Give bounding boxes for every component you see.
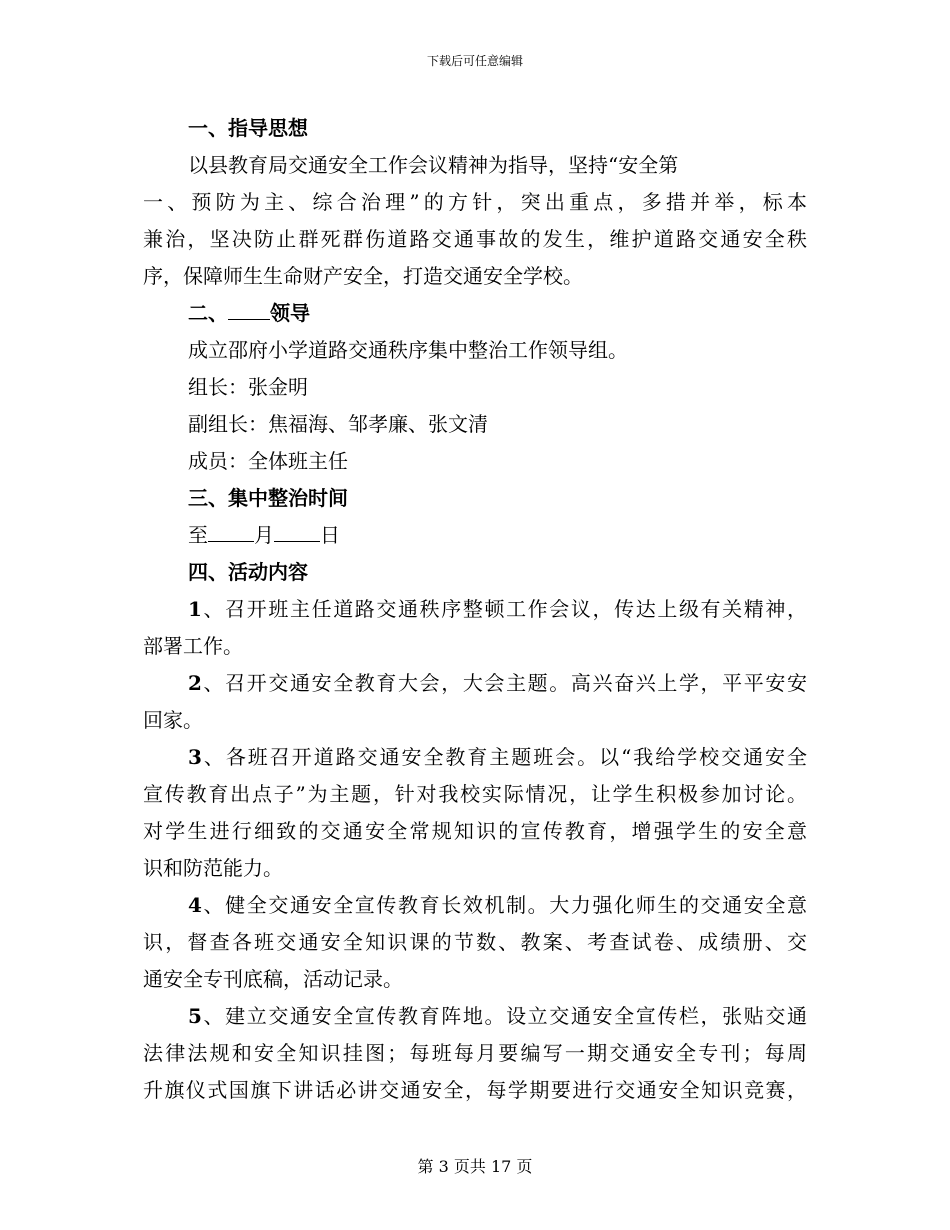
list-item-line: 1、召开班主任道路交通秩序整顿工作会议，传达上级有关精神， (188, 597, 807, 621)
paragraph-line: 副组长：焦福海、邹孝廉、张文清 (188, 412, 488, 436)
list-item-line: 3、各班召开道路交通安全教育主题班会。以“我给学校交通安全 (188, 745, 807, 769)
list-item-line: 通安全专刊底稿，活动记录。 (143, 967, 403, 991)
document-body (143, 110, 807, 1109)
list-item-line: 4、健全交通安全宣传教育长效机制。大力强化师生的交通安全意 (188, 893, 807, 917)
blank-underline (228, 299, 270, 320)
paragraph-line: 成立邵府小学道路交通秩序集中整治工作领导组。 (188, 338, 628, 362)
list-item-line: 识和防范能力。 (143, 856, 283, 880)
list-item-line: 识，督查各班交通安全知识课的节数、教案、考查试卷、成绩册、交 (143, 930, 807, 954)
blank-underline (274, 521, 320, 542)
paragraph-line: 以县教育局交通安全工作会议精神为指导，坚持“安全第 (188, 153, 679, 177)
paragraph-line: 一、预防为主、综合治理”的方针，突出重点，多措并举，标本 (143, 190, 807, 214)
section-title-guiding-ideology: 一、指导思想 (188, 116, 308, 140)
list-item-line: 部署工作。 (143, 634, 243, 658)
list-item-line: 对学生进行细致的交通安全常规知识的宣传教育，增强学生的安全意 (143, 819, 807, 843)
list-item-line: 升旗仪式国旗下讲话必讲交通安全，每学期要进行交通安全知识竞赛， (143, 1078, 807, 1102)
section-title-activities: 四、活动内容 (188, 560, 308, 584)
paragraph-line: 成员：全体班主任 (188, 449, 348, 473)
date-line: 至 月 日 (188, 523, 340, 547)
page-footer: 第 3 页共 17 页 (417, 1157, 533, 1176)
list-item-line: 2、召开交通安全教育大会，大会主题。高兴奋兴上学，平平安安 (188, 671, 807, 695)
list-item-line: 法律法规和安全知识挂图；每班每月要编写一期交通安全专刊；每周 (143, 1041, 807, 1065)
list-item-line: 5、建立交通安全宣传教育阵地。设立交通安全宣传栏，张贴交通 (188, 1004, 807, 1028)
list-item-line: 宣传教育出点子”为主题，针对我校实际情况，让学生积极参加讨论。 (143, 782, 807, 806)
paragraph-line: 序，保障师生生命财产安全，打造交通安全学校。 (143, 264, 583, 288)
section-title-time: 三、集中整治时间 (188, 486, 348, 510)
paragraph-line: 兼治，坚决防止群死群伤道路交通事故的发生，维护道路交通安全秩 (143, 227, 807, 251)
blank-underline (208, 521, 254, 542)
page-header: 下载后可任意编辑 (426, 54, 523, 68)
list-item-line: 回家。 (143, 708, 203, 732)
paragraph-line: 组长：张金明 (188, 375, 308, 399)
section-title-leadership: 二、 领导 (188, 301, 310, 325)
